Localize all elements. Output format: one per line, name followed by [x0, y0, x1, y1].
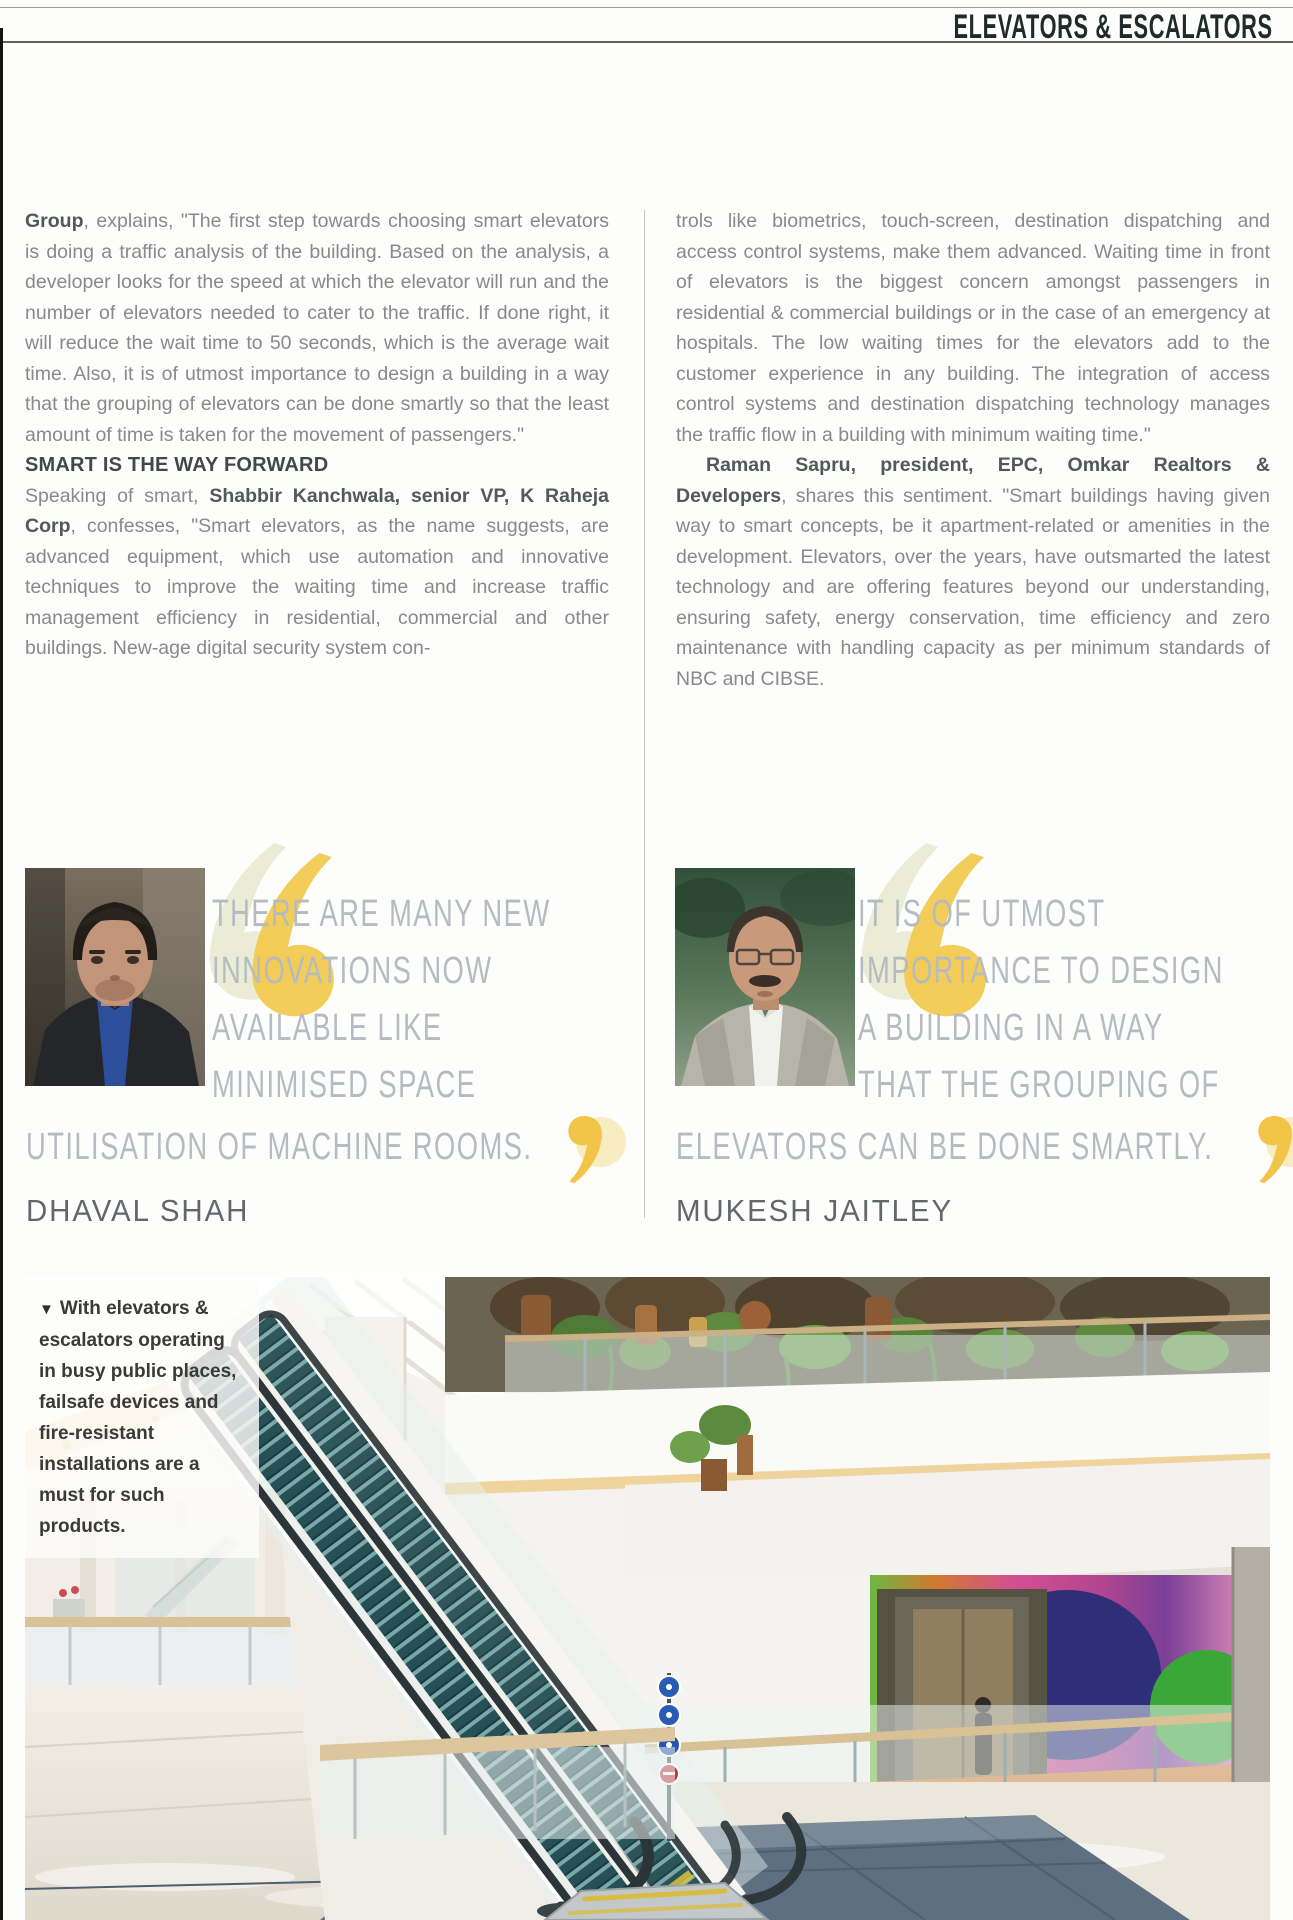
quote-line: INNOVATIONS NOW [212, 950, 493, 992]
quote-line: IT IS OF UTMOST [858, 893, 1106, 935]
speaker-name: MUKESH JAITLEY [676, 1193, 953, 1228]
quote-line: UTILISATION OF MACHINE ROOMS. [26, 1126, 533, 1168]
article-column-right [676, 206, 1270, 694]
subheading: SMART IS THE WAY FORWARD [25, 454, 329, 476]
paragraph-text: , explains, "The first step towards choosing smart elevators is doing a traffic analysis of the building. Based on the analysis, a developer looks for the speed at which the elevator will run and the number of elevators needed to cater to the traffic. If done right, it will reduce the wait time to 50 seconds, which is the average wait time. Also, it is of utmost importance to design a building in a way that the grouping of elevators can be done smartly so that the least amount of time is taken for the movement of passengers." [25, 210, 609, 446]
column-divider [644, 210, 645, 1218]
mall-escalator-photo [25, 1277, 1270, 1920]
quote-line: MINIMISED SPACE [212, 1064, 477, 1106]
paragraph: trols like biometrics, touch-screen, destination dispatching and access control systems, make them advanced. Waiting time in front of elevators is the biggest concern amongst passengers in residential & commercial buildings or in the case of an emergency at hospitals. The low waiting times for the elevators add to the customer experience in any building. The integration of access control systems and destination dispatching technology manages the traffic flow in a building with minimum waiting time." [676, 210, 1270, 446]
paragraph [676, 450, 1270, 694]
quote-line: A BUILDING IN A WAY [858, 1007, 1164, 1049]
photo-caption [25, 1281, 259, 1558]
article-column-left [25, 206, 609, 664]
paragraph-text: , confesses, "Smart elevators, as the name suggests, are advanced equipment, which use automation and innovative techniques to improve the waiting time and increase traffic management efficiency in residential, commercial and other buildings. New-age digital security system con- [25, 515, 609, 659]
quote-line: THAT THE GROUPING OF [858, 1064, 1220, 1106]
scan-edge-artifact [0, 28, 3, 1920]
paragraph-text: , shares this sentiment. "Smart buildings having given way to smart concepts, be it apartment-related or amenities in the development. Elevators, over the years, have outsmarted the latest technology and are offering features beyond our understanding, ensuring safety, energy conservation, time efficiency and zero maintenance with handling capacity as per minimum standards of NBC and CIBSE. [676, 484, 1270, 690]
mukesh-jaitley-photo [675, 868, 855, 1086]
dhaval-shah-photo [25, 868, 205, 1086]
bold-name: Shabbir Kanchwala, senior VP, K Raheja Corp [25, 484, 610, 537]
quote-line: THERE ARE MANY NEW [212, 893, 551, 935]
paragraph-text: Speaking of smart, [25, 484, 210, 507]
paragraph [25, 481, 609, 664]
portrait-mukesh-jaitley [675, 868, 855, 1086]
closing-quote-icon [555, 1108, 627, 1190]
bold-name: Raman Sapru, president, EPC, Omkar Realtors & Developers [676, 454, 1270, 507]
caption-arrow-icon: ▼ [39, 1301, 54, 1318]
foreground-balustrade [320, 1727, 675, 1839]
caption-text: With elevators & escalators operating in busy public places, failsafe devices and fire-resistant installations are a must for such products. [39, 1298, 237, 1537]
quote-line: ELEVATORS CAN BE DONE SMARTLY. [676, 1126, 1214, 1168]
speaker-name: DHAVAL SHAH [26, 1193, 250, 1228]
paragraph [25, 206, 609, 450]
portrait-dhaval-shah [25, 868, 205, 1086]
closing-quote-icon [1245, 1108, 1293, 1190]
quote-line: AVAILABLE LIKE [212, 1007, 443, 1049]
bold-lead: Group [25, 210, 84, 232]
quote-line: IMPORTANCE TO DESIGN [858, 950, 1224, 992]
section-label: ELEVATORS & ESCALATORS [953, 8, 1273, 46]
